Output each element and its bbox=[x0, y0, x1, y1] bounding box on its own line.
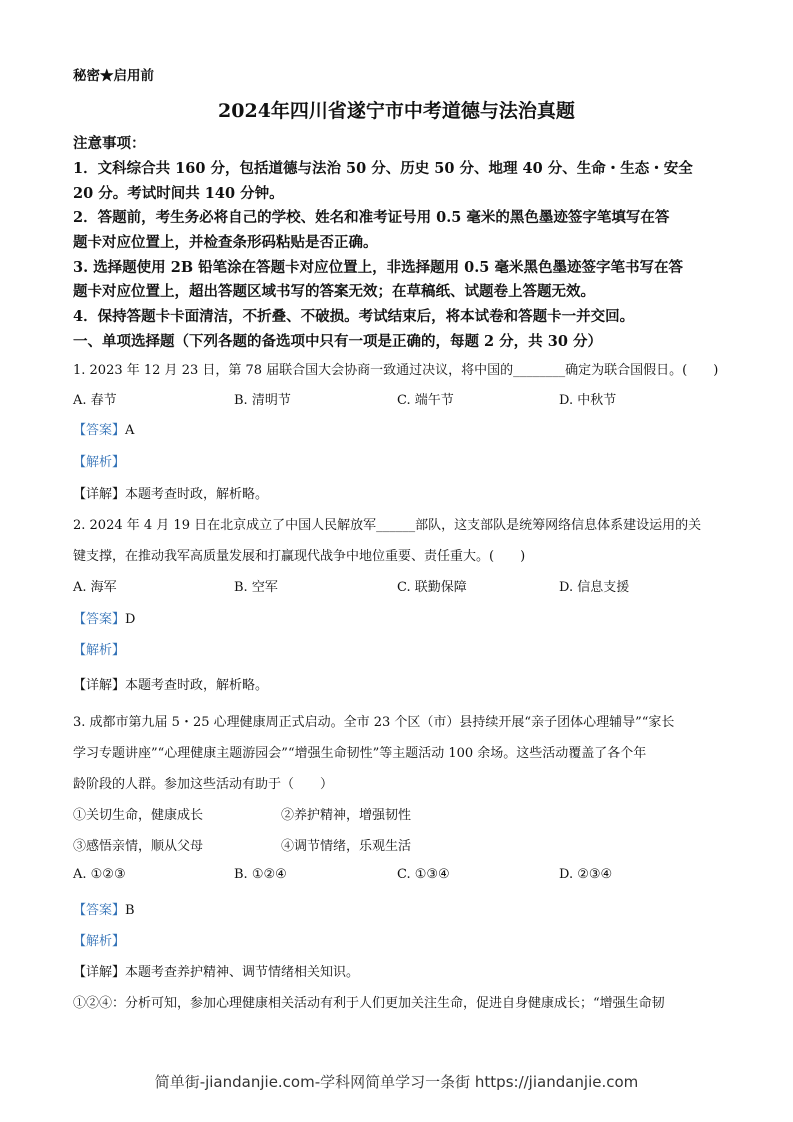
q3-statement-3: ③感悟亲情，顺从父母 bbox=[73, 839, 204, 854]
q1-analysis-tag: 【解析】 bbox=[73, 455, 126, 470]
detail-tag: 【详解】 bbox=[73, 487, 126, 502]
q3-option-c: C. ①③④ bbox=[397, 867, 450, 882]
q3-option-b: B. ①②④ bbox=[234, 867, 287, 882]
q3-stem-line3: 龄阶段的人群。参加这些活动有助于（ ） bbox=[73, 777, 334, 792]
page-footer: 简单街-jiandanjie.com-学科网简单学习一条街 https://jiandanjie.com bbox=[154, 1073, 639, 1091]
q3-statement-4: ④调节情绪，乐观生活 bbox=[281, 839, 412, 854]
page-title: 2024年四川省遂宁市中考道德与法治真题 bbox=[218, 100, 575, 122]
q1-answer bbox=[73, 419, 134, 438]
q2-option-b: B. 空军 bbox=[234, 580, 278, 595]
note-3a: 3. 选择题使用 2B 铅笔涂在答题卡对应位置上，非选择题用 0.5 毫米黑色墨迹签字笔书写在答 bbox=[73, 259, 683, 276]
note-2b: 题卡对应位置上，并检查条形码粘贴是否正确。 bbox=[73, 234, 378, 251]
note-2a: 2．答题前，考生务必将自己的学校、姓名和准考证号用 0.5 毫米的黑色墨迹签字笔填写在答 bbox=[73, 209, 670, 226]
q3-detail bbox=[73, 961, 359, 980]
q2-stem-line1: 2. 2024 年 4 月 19 日在北京成立了中国人民解放军______部队，这支部队是统筹网络信息体系建设运用的关 bbox=[73, 518, 702, 533]
answer-value: A bbox=[125, 423, 135, 438]
detail-text: 本题考查时政，解析略。 bbox=[125, 678, 269, 693]
detail-tag: 【详解】 bbox=[73, 965, 126, 980]
q2-answer bbox=[73, 608, 135, 627]
q2-option-c: C. 联勤保障 bbox=[397, 580, 467, 595]
note-4: 4．保持答题卡卡面清洁，不折叠、不破损。考试结束后，将本试卷和答题卡一并交回。 bbox=[73, 308, 635, 325]
detail-text: 本题考查养护精神、调节情绪相关知识。 bbox=[125, 965, 360, 980]
answer-tag: 【答案】 bbox=[73, 612, 126, 627]
q2-analysis-tag: 【解析】 bbox=[73, 643, 126, 658]
confidential-label: 秘密★启用前 bbox=[73, 68, 154, 84]
q1-option-d: D. 中秋节 bbox=[559, 393, 617, 408]
q3-explanation: ①②④：分析可知，参加心理健康相关活动有利于人们更加关注生命，促进自身健康成长；“增强生命韧 bbox=[73, 996, 665, 1011]
q1-option-b: B. 清明节 bbox=[234, 393, 291, 408]
q3-analysis-tag: 【解析】 bbox=[73, 934, 126, 949]
q3-option-a: A. ①②③ bbox=[73, 867, 126, 882]
note-1b: 20 分。考试时间共 140 分钟。 bbox=[73, 185, 284, 202]
detail-tag: 【详解】 bbox=[73, 678, 126, 693]
q3-answer bbox=[73, 899, 135, 918]
answer-value: D bbox=[125, 612, 136, 627]
detail-text: 本题考查时政，解析略。 bbox=[125, 487, 269, 502]
q3-stem-line2: 学习专题讲座”“心理健康主题游园会”“增强生命韧性”等主题活动 100 余场。这些活动覆盖了各个年 bbox=[73, 746, 647, 761]
section-heading: 一、单项选择题（下列各题的备选项中只有一项是正确的，每题 2 分，共 30 分） bbox=[73, 333, 602, 350]
q1-stem: 1. 2023 年 12 月 23 日，第 78 届联合国大会协商一致通过决议，将中国的________确定为联合国假日。( ) bbox=[73, 363, 719, 378]
q3-stem-line1: 3. 成都市第九届 5・25 心理健康周正式启动。全市 23 个区（市）县持续开展“亲子团体心理辅导”“家长 bbox=[73, 715, 675, 730]
note-3b: 题卡对应位置上，超出答题区域书写的答案无效；在草稿纸、试题卷上答题无效。 bbox=[73, 283, 595, 300]
q1-option-a: A. 春节 bbox=[73, 393, 117, 408]
q2-option-d: D. 信息支援 bbox=[559, 580, 630, 595]
q2-detail bbox=[73, 674, 268, 693]
answer-tag: 【答案】 bbox=[73, 903, 126, 918]
q1-detail bbox=[73, 483, 268, 502]
q2-stem-line2: 键支撑，在推动我军高质量发展和打赢现代战争中地位重要、责任重大。( ) bbox=[73, 549, 526, 564]
q3-option-d: D. ②③④ bbox=[559, 867, 613, 882]
q1-option-c: C. 端午节 bbox=[397, 393, 454, 408]
q2-option-a: A. 海军 bbox=[73, 580, 117, 595]
answer-value: B bbox=[125, 903, 135, 918]
q3-statement-1: ①关切生命，健康成长 bbox=[73, 808, 204, 823]
note-1a: 1．文科综合共 160 分，包括道德与法治 50 分、历史 50 分、地理 40 分、生命・生态・安全 bbox=[73, 160, 693, 177]
notes-heading: 注意事项： bbox=[73, 135, 146, 152]
q3-statement-2: ②养护精神，增强韧性 bbox=[281, 808, 412, 823]
answer-tag: 【答案】 bbox=[73, 423, 126, 438]
